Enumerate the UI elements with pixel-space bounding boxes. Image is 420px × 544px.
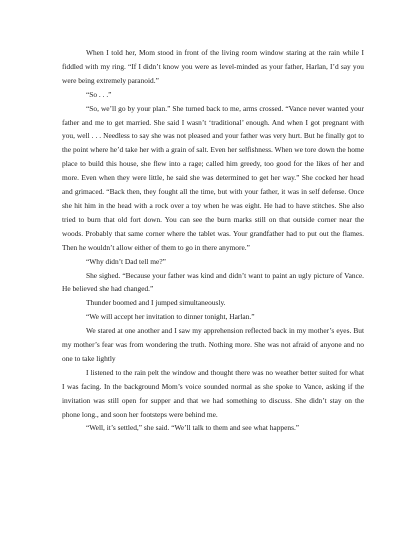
paragraph: “Why didn’t Dad tell me?” xyxy=(86,256,166,266)
paragraph: “So, we’ll go by your plan.” She turned back to me, arms crossed. “Vance never wanted your father and me to get married. She said I wasn’t ‘traditional’ enough. And when I got pregnant with you, well . . . Needless to say she was not pleased and your father was very hurt. But he finally got to the point where he’d take her with a grain of salt. Even her selfishness. When we tore down the home place to build this house, she flew into a rage; called him greedy, too good for the likes of her and more. Even when they were little, he said she was determined to get her way.” She cocked her head and grimaced. “Back then, they fought all the time, but with your father, it was in self defense. Once she hit him in the head with a rock over a toy when he was eight. He had to have stitches. She also tried to burn that old fort down. You can see the burn marks still on that outside corner near the woods. Probably that same corner where the tablet was. Your grandfather had to put out the flames. Then he wouldn’t allow either of them to go in there anymore.” xyxy=(62,103,364,252)
paragraph: “Well, it’s settled,” she said. “We’ll talk to them and see what happens.” xyxy=(86,423,300,433)
paragraph: “We will accept her invitation to dinner tonight, Harlan.” xyxy=(86,312,255,322)
paragraph: We stared at one another and I saw my apprehension reflected back in my mother’s eyes. But my mother’s fear was from wondering the truth. Nothing more. She was not afraid of anyone and no one to take lightly xyxy=(62,326,364,363)
paragraph: When I told her, Mom stood in front of the living room window staring at the rain while I fiddled with my ring. “If I didn’t know you were as level-minded as your father, Harlan, I’d say you were being extremely paranoid.” xyxy=(62,48,364,85)
paragraph: I listened to the rain pelt the window and thought there was no weather better suited for what I was facing. In the background Mom’s voice sounded normal as she spoke to Vance, asking if the invitation was still open for supper and that we had something to discuss. She didn’t stay on the phone long., and soon her footsteps were behind me. xyxy=(62,367,364,419)
paragraph: “So . . .” xyxy=(86,89,112,99)
paragraph: She sighed. “Because your father was kind and didn’t want to paint an ugly picture of Vance. He believed she had changed.” xyxy=(62,270,364,294)
paragraph: Thunder boomed and I jumped simultaneously. xyxy=(86,298,226,308)
